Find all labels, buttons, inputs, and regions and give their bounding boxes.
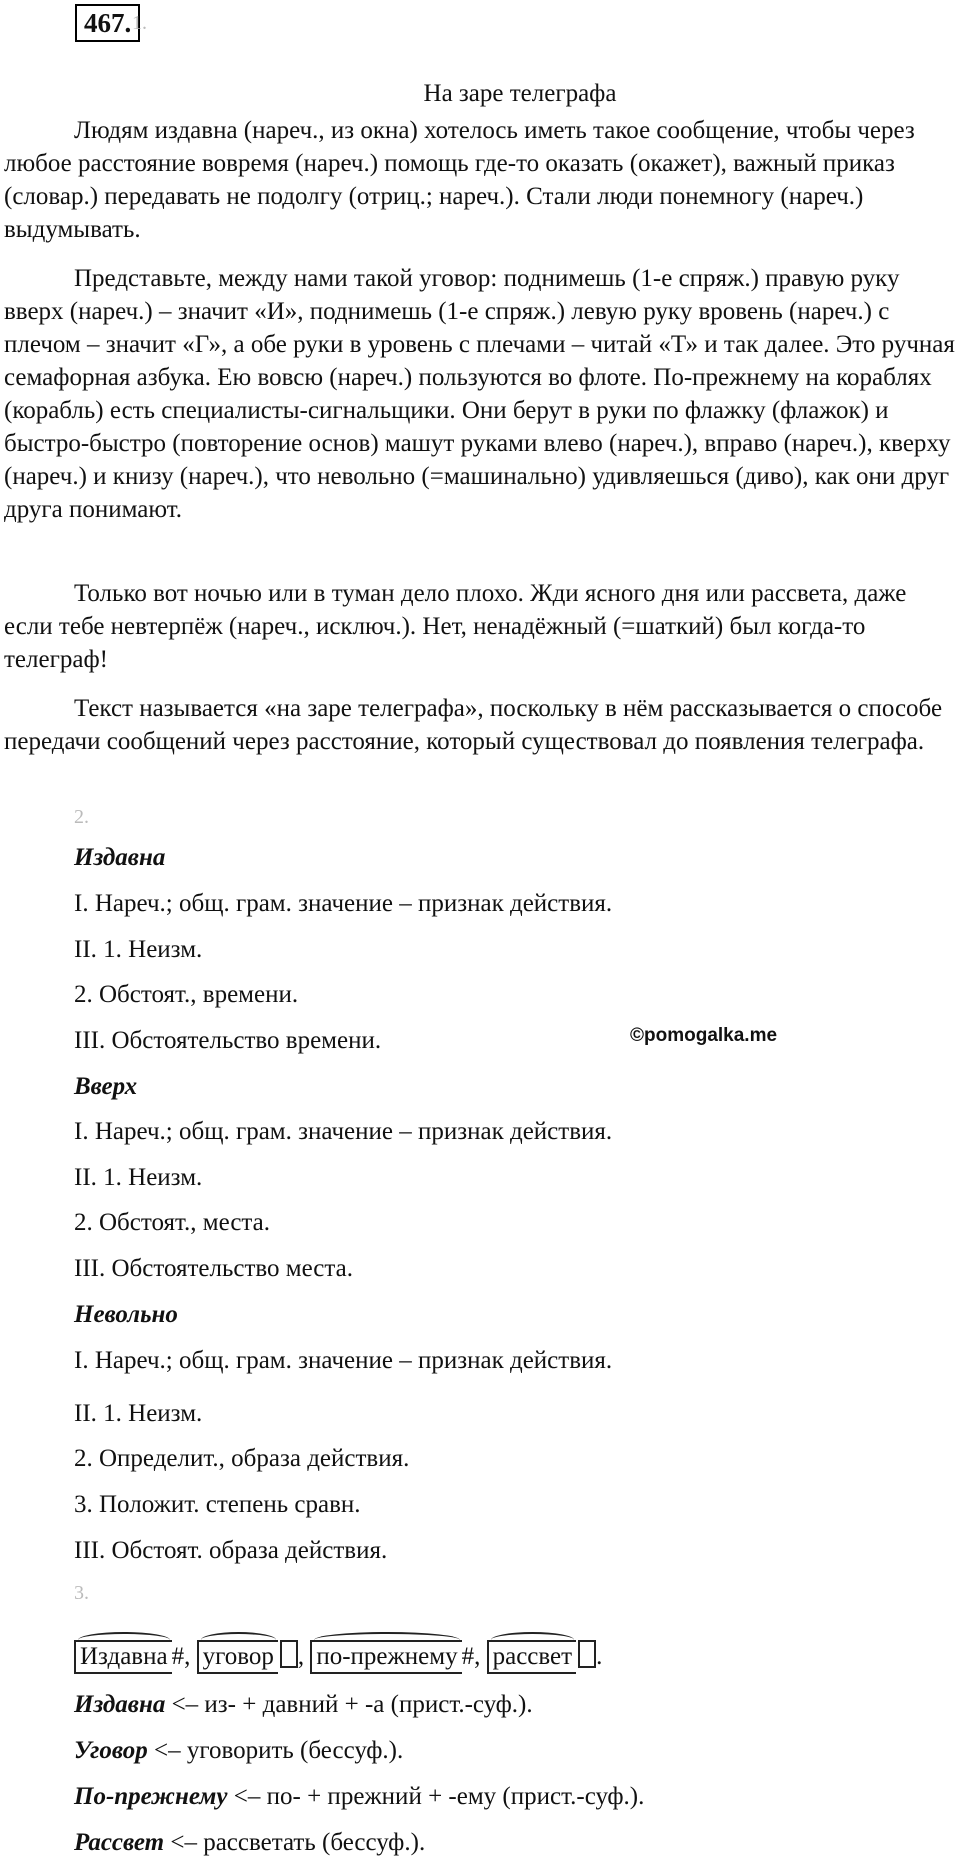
derivation-line: Уговор <– уговорить (бессуф.). bbox=[74, 1737, 404, 1764]
comma: , bbox=[474, 1643, 481, 1670]
derivation-line: Рассвет <– рассветать (бессуф.). bbox=[74, 1829, 426, 1856]
paragraph-2: Представьте, между нами такой уговор: поднимешь (1-е спряж.) правую руку вверх (нареч.) – значит «И», поднимешь (1-е спряж.) левую руку вровень (нареч.) с плечом – значит «Г», а обе руки в уровень с плечами – читай «Т» и так далее. Это ручная семафорная азбука. Ею вовсю (нареч.) пользуются во флоте. По-прежнему на кораблях (корабль) есть специалисты-сигнальщики. Они берут в руки по флажку (флажок) и быстро-быстро (повторение основ) машут руками влево (нареч.), вправо (нареч.), кверху (нареч.) и книзу (нареч.), что невольно (=машинально) удивляешься (диво), как они друг друга понимают. bbox=[4, 265, 955, 523]
analysis-line: 2. Обстоят., места. bbox=[74, 1209, 270, 1236]
paragraph-1: Людям издавна (нареч., из окна) хотелось иметь такое сообщение, чтобы через любое расстояние вовремя (нареч.) помощь где-то оказать (окажет), важный приказ (словар.) передавать не подолгу (отриц.; нареч.). Стали люди понемногу (нареч.) выдумывать. bbox=[4, 117, 915, 243]
morph-row bbox=[74, 1640, 602, 1674]
analysis-line: II. 1. Неизм. bbox=[74, 936, 203, 963]
comma: , bbox=[184, 1643, 191, 1670]
analysis-line: 2. Определит., образа действия. bbox=[74, 1445, 410, 1472]
analysis-line: I. Нареч.; общ. грам. значение – признак действия. bbox=[74, 890, 613, 917]
morph-word-2: уговор bbox=[197, 1640, 278, 1674]
zero-ending-hash: # bbox=[461, 1643, 475, 1670]
root-arc bbox=[491, 1632, 574, 1648]
analysis-line: I. Нареч.; общ. грам. значение – признак действия. bbox=[74, 1347, 613, 1374]
analysis-word: Вверх bbox=[74, 1073, 138, 1100]
section-3-number: 3. bbox=[74, 1582, 89, 1604]
section-2-number: 2. bbox=[74, 806, 89, 828]
analysis-line: II. 1. Неизм. bbox=[74, 1400, 203, 1427]
zero-ending-box bbox=[280, 1640, 298, 1668]
derivation-line: По-прежнему <– по- + прежний + -ему (прист.-суф.). bbox=[74, 1783, 645, 1810]
section-1-number: 1. bbox=[132, 12, 147, 34]
analysis-line: III. Обстоят. образа действия. bbox=[74, 1537, 388, 1564]
root-arc bbox=[314, 1632, 459, 1648]
derivation-line: Издавна <– из- + давний + -а (прист.-суф.). bbox=[74, 1691, 533, 1718]
watermark: ©pomogalka.me bbox=[630, 1025, 778, 1046]
period: . bbox=[596, 1643, 603, 1670]
morph-word-1: Издавна bbox=[74, 1640, 172, 1674]
root-arc bbox=[78, 1632, 170, 1648]
analysis-line: I. Нареч.; общ. грам. значение – признак действия. bbox=[74, 1118, 613, 1145]
analysis-line: 3. Положит. степень сравн. bbox=[74, 1491, 361, 1518]
root-arc bbox=[201, 1632, 276, 1648]
exercise-number: 467. bbox=[75, 4, 140, 42]
analysis-line: 2. Обстоят., времени. bbox=[74, 981, 299, 1008]
analysis-line: II. 1. Неизм. bbox=[74, 1164, 203, 1191]
zero-ending-box bbox=[578, 1640, 596, 1668]
analysis-word: Издавна bbox=[74, 844, 166, 871]
paragraph-3: Только вот ночью или в туман дело плохо. Жди ясного дня или рассвета, даже если тебе невтерпёж (нареч., исключ.). Нет, ненадёжный (=шаткий) был когда-то телеграф! bbox=[4, 580, 907, 673]
analysis-line: III. Обстоятельство места. bbox=[74, 1255, 353, 1282]
morph-word-3: по-прежнему bbox=[310, 1640, 461, 1674]
text-title: На заре телеграфа bbox=[423, 80, 617, 107]
analysis-line: III. Обстоятельство времени. bbox=[74, 1027, 382, 1054]
morph-word-4: рассвет bbox=[487, 1640, 576, 1674]
comma: , bbox=[297, 1643, 305, 1670]
paragraph-4: Текст называется «на заре телеграфа», поскольку в нём рассказывается о способе передачи сообщений через расстояние, который существовал до появления телеграфа. bbox=[4, 695, 943, 755]
analysis-word: Невольно bbox=[74, 1301, 178, 1328]
zero-ending-hash: # bbox=[171, 1643, 185, 1670]
